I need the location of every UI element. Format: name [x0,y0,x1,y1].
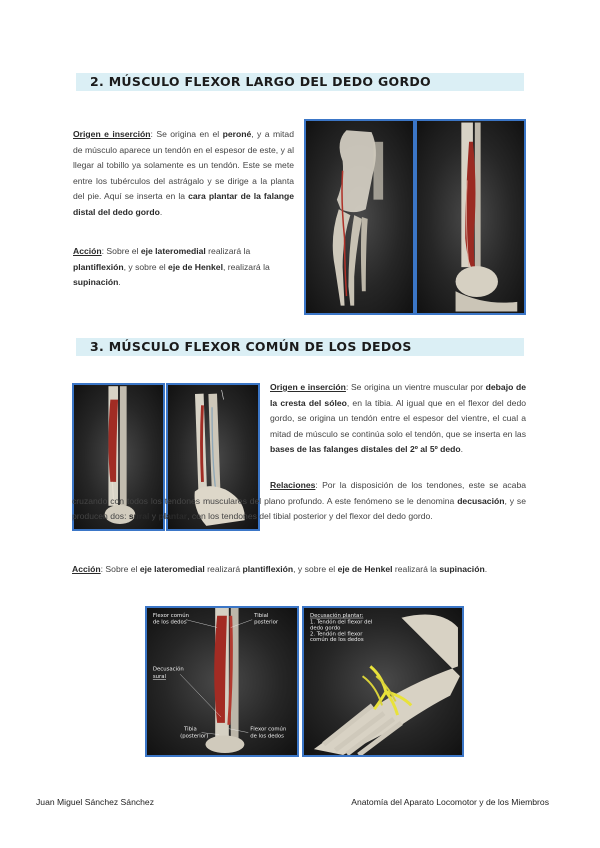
footer-author: Juan Miguel Sánchez Sánchez [36,797,155,807]
caption-plantar-line-1: 1. Tendón del flexor del [309,619,373,626]
caption-tibial-posterior-2: posterior [254,619,279,626]
flexor-hallucis-foot-image [304,119,415,315]
section-2-origin-paragraph: Origen e inserción: Se origina en el peroné, y a mitad de músculo aparece un tendón en el espesor de este, y al llegar al tobillo ya solamente es un tendón. Este se mete entre los tubérculos del astrágalo y se dirige a la planta del pie. Aquí se inserta en la cara plantar de la falange distal del dedo gordo. [73,129,295,217]
caption-flexor-comun-bottom-2: de los dedos [250,733,284,740]
origin-label-2: Origen e inserción [270,382,346,392]
section-3-origin-paragraph: Origen e inserción: Se origina un vientre muscular por debajo de la cresta del sóleo, en la tibia. Al igual que en el flexor del dedo gordo, se origina un tendón entre el espesor del vientre, el cual a mitad de músculo se continúa solo el tendón, que se inserta en las bases de las falanges distales del 2º al 5º dedo. [270,382,527,454]
caption-flexor-comun-bottom: Flexor común [250,726,287,733]
section-3-action-paragraph: Acción: Sobre el eje lateromedial realizará plantiflexión, y sobre el eje de Henkel realizará la supinación. [72,564,488,574]
action-label-2: Acción [72,564,101,574]
flexor-hallucis-leg-image [415,119,526,315]
caption-tibia-2: (posterior) [180,733,209,740]
caption-decusacion-sural: Decusación [152,666,184,673]
caption-flexor-comun-top: Flexor común [152,612,189,619]
relations-label: Relaciones [270,480,316,490]
caption-plantar-line-4: común de los dedos [309,637,364,644]
plantar-decussation-image [302,606,464,757]
caption-tibia: Tibia [184,726,197,733]
caption-plantar-line-2: dedo gordo [309,625,341,632]
origin-label: Origen e inserción [73,129,151,139]
footer-course: Anatomía del Aparato Locomotor y de los Miembros [351,797,549,807]
caption-tibial-posterior: Tibial [254,612,269,619]
section-2-heading: 2. MÚSCULO FLEXOR LARGO DEL DEDO GORDO [76,73,524,91]
caption-decusacion-sural-2: sural [152,674,167,681]
section-3-relations-paragraph: Relaciones: Por la disposición de los tendones, este se acaba cruzando con todos los tendones musculares del plano profundo. A este fenómeno se le denomina decusación, y se producen dos: sural y plantar, con los tendones del tibial posterior y del flexor del dedo gordo. [72,480,526,521]
section-3-heading: 3. MÚSCULO FLEXOR COMÚN DE LOS DEDOS [76,338,524,356]
caption-plantar-line-3: 2. Tendón del flexor [309,631,363,638]
caption-decusacion-plantar: Decusación plantar: [309,612,364,619]
section-2-action-paragraph: Acción: Sobre el eje lateromedial realizará la plantiflexión, y sobre el eje de Henkel, realizará la supinación. [73,246,270,287]
action-label: Acción [73,246,102,256]
caption-flexor-comun-top-2: de los dedos [152,619,187,626]
sural-decussation-image [145,606,299,757]
